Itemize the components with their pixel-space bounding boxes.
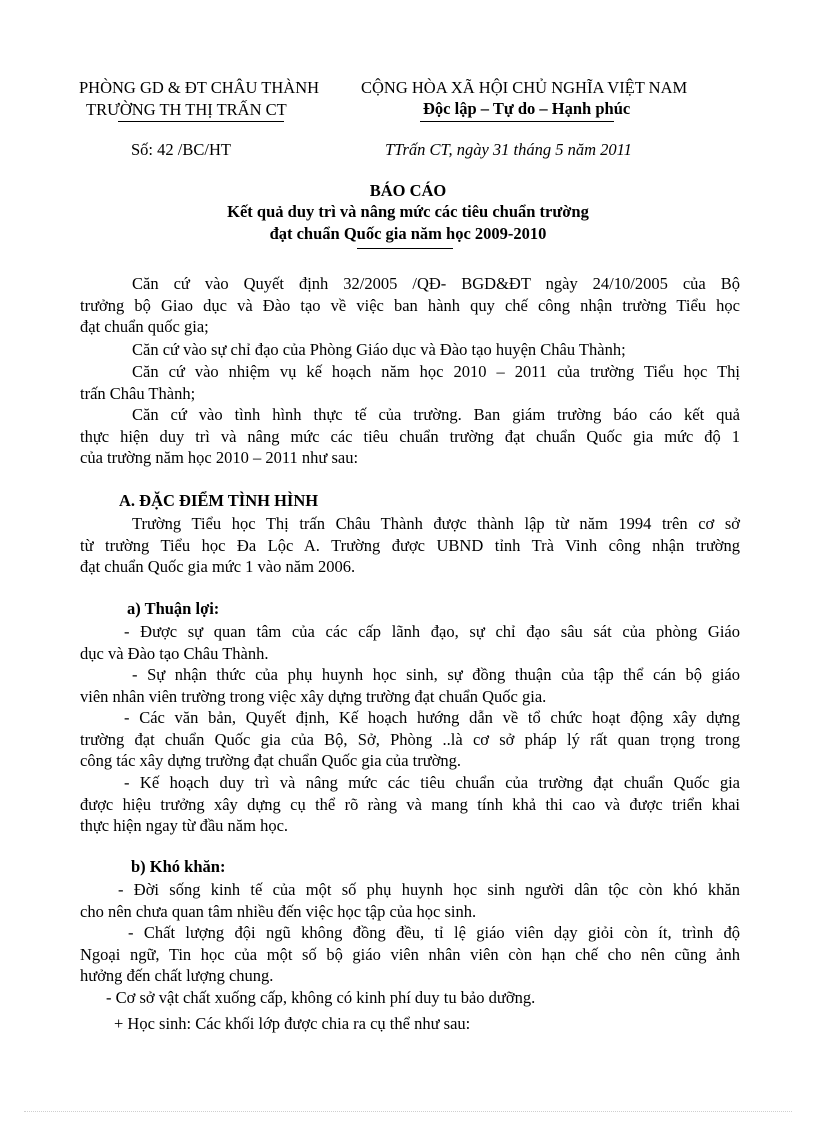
document-number: Số: 42 /BC/HT (131, 140, 231, 159)
intro-paragraph-1: Căn cứ vào Quyết định 32/2005 /QĐ- BGD&ĐT ngày 24/10/2005 của Bộ trưởng bộ Giao dục và Đào tạo về việc ban hành quy chế công nhận trường Tiểu học đạt chuẩn quốc gia; (80, 274, 740, 336)
document-date: TTrấn CT, ngày 31 tháng 5 năm 2011 (385, 140, 632, 159)
department-name: PHÒNG GD & ĐT CHÂU THÀNH (79, 78, 320, 97)
section-a-heading: A. ĐẶC ĐIỂM TÌNH HÌNH (119, 491, 319, 510)
title-underline (357, 248, 453, 249)
report-subtitle-line2: đạt chuẩn Quốc gia năm học 2009-2010 (269, 224, 547, 243)
advantages-heading: a) Thuận lợi: (127, 599, 220, 618)
motto-underline (420, 121, 614, 122)
advantage-item-3: - Các văn bản, Quyết định, Kế hoạch hướng dẫn về tổ chức hoạt động xây dựng trường đạt chuẩn Quốc gia của Bộ, Sở, Phòng ..là cơ sở pháp lý rất quan trọng trong công tác xây dựng trường đạt chuẩn Quốc gia của trường. (80, 708, 740, 770)
difficulty-item-1: - Đời sống kinh tế của một số phụ huynh học sinh người dân tộc còn khó khăn cho nên chưa quan tâm nhiều đến việc học tập của học sinh. (80, 880, 740, 921)
difficulty-item-2: - Chất lượng đội ngũ không đồng đều, tỉ lệ giáo viên dạy giỏi còn ít, trình độ Ngoại ngữ, Tin học của một số bộ giáo viên nhân viên còn hạn chế cho nên cũng ảnh hưởng đến chất lượng chung. (80, 923, 740, 985)
report-subtitle-line1: Kết quả duy trì và nâng mức các tiêu chuẩn trường (227, 202, 589, 221)
school-name: TRƯỜNG TH THỊ TRẤN CT (86, 100, 287, 119)
intro-paragraph-4: Căn cứ vào tình hình thực tế của trường. Ban giám trường báo cáo kết quả thực hiện duy trì và nâng mức các tiêu chuẩn trường đạt chuẩn Quốc gia mức độ 1 của trường năm học 2010 – 2011 như sau: (80, 405, 740, 467)
section-a-paragraph: Trường Tiểu học Thị trấn Châu Thành được thành lập từ năm 1994 trên cơ sở từ trường Tiểu học Đa Lộc A. Trường được UBND tỉnh Trà Vinh công nhận trường đạt chuẩn Quốc gia mức 1 vào năm 2006. (80, 514, 740, 576)
intro-paragraph-2: Căn cứ vào sự chỉ đạo của Phòng Giáo dục và Đào tạo huyện Châu Thành; (132, 340, 626, 359)
school-name-underline (118, 121, 284, 122)
intro-paragraph-3: Căn cứ vào nhiệm vụ kế hoạch năm học 2010 – 2011 của trường Tiểu học Thị trấn Châu Thành; (80, 362, 740, 403)
country-name: CỘNG HÒA XÃ HỘI CHỦ NGHĨA VIỆT NAM (361, 78, 688, 97)
advantage-item-4: - Kế hoạch duy trì và nâng mức các tiêu chuẩn của trường đạt chuẩn Quốc gia được hiệu trưởng xây dựng cụ thể rõ ràng và mang tính khả thi cao và được triển khai thực hiện ngay từ đầu năm học. (80, 773, 740, 835)
national-motto: Độc lập – Tự do – Hạnh phúc (423, 99, 631, 118)
difficulty-item-3: - Cơ sở vật chất xuống cấp, không có kinh phí duy tu bảo dưỡng. (106, 988, 536, 1007)
report-title: BÁO CÁO (369, 181, 447, 200)
advantage-item-1: - Được sự quan tâm của các cấp lãnh đạo, sự chỉ đạo sâu sát của phòng Giáo dục và Đào tạo Châu Thành. (80, 622, 740, 663)
page-bottom-border (24, 1111, 792, 1112)
students-intro: + Học sinh: Các khối lớp được chia ra cụ thể như sau: (114, 1014, 471, 1033)
difficulties-heading: b) Khó khăn: (131, 857, 226, 876)
advantage-item-2: - Sự nhận thức của phụ huynh học sinh, sự đồng thuận của tập thể cán bộ giáo viên nhân viên trường trong việc xây dựng trường đạt chuẩn Quốc gia. (80, 665, 740, 706)
